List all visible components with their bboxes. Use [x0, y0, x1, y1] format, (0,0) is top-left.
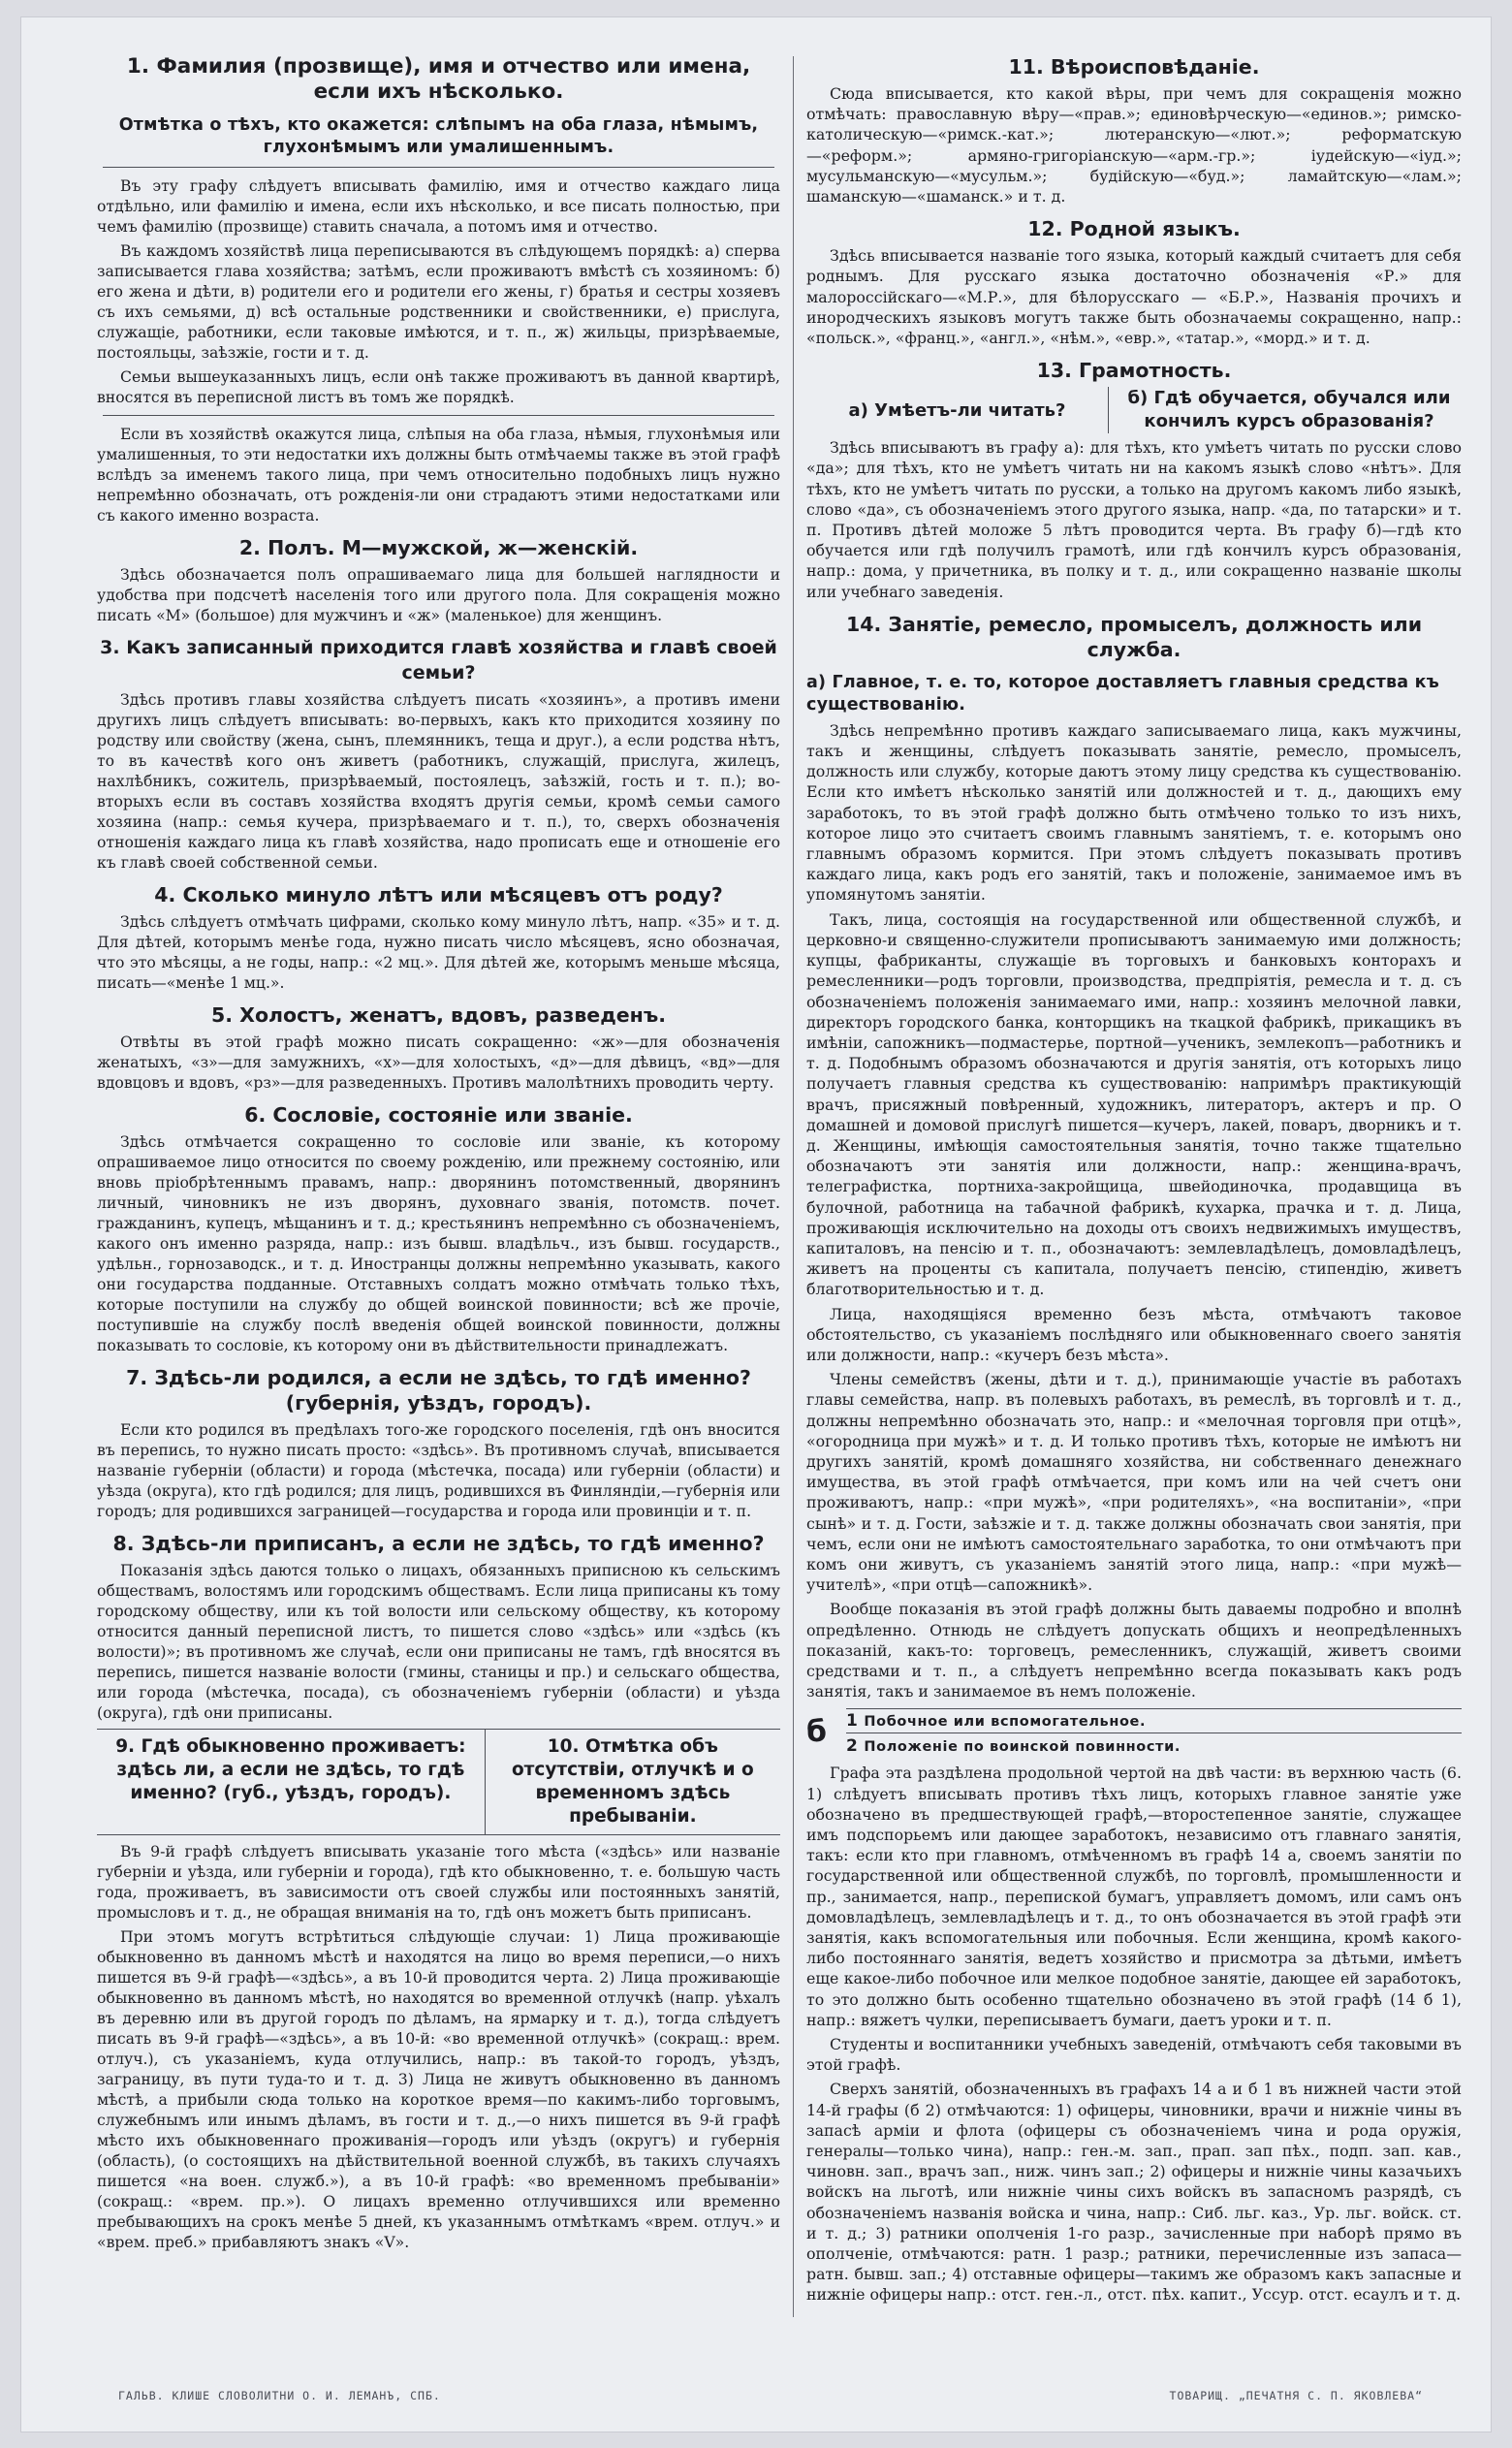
section-1-title: 1. Фамилия (прозвище), имя и отчество или имена, если ихъ нѣсколько.: [126, 54, 751, 104]
printer-footer: [118, 2389, 1423, 2402]
section-14-title: 14. Занятіе, ремесло, промыселъ, должность или служба.: [845, 612, 1423, 661]
sections-9-10-header: [97, 1729, 780, 1835]
section-7-title: 7. Здѣсь-ли родился, а если не здѣсь, то гдѣ именно? (губернія, уѣздъ, городъ).: [126, 1366, 751, 1415]
section-9-paragraph: При этомъ могутъ встрѣтиться слѣдующіе случаи: 1) Лица проживающіе обыкновенно въ данномъ мѣстѣ и находятся на лицо во время переписи,—о нихъ пишется въ 9-й графѣ—«здѣсь», а въ 10-й проводится черта. 2) Лица проживающіе обыкновенно въ данномъ мѣстѣ, но находятся во временной отлучкѣ (напр. уѣхалъ въ деревню или въ другой городъ по дѣламъ, на ярмарку и т. д.), тогда слѣдуетъ писать въ 9-й графѣ—«здѣсь», а въ 10-й: «во временной отлучкѣ» (сокращ.: врем. отлуч.), съ указаніемъ, куда отлучились, напр.: въ такой-то городъ, уѣздъ, заграницу, въ пути туда-то и т. д. 3) Лица не живутъ обыкновенно въ данномъ мѣстѣ, а прибыли сюда только на короткое время—по какимъ-либо торговымъ, служебнымъ или инымъ дѣламъ, въ гости и т. д.,—о нихъ пишется въ 9-й графѣ мѣсто ихъ обыкновеннаго проживанія—городъ или уѣздъ (округъ) и губернія (область), (о состоящихъ на дѣйствительной военной службѣ, въ такихъ случаяхъ пишется «на воен. служб.»), а въ 10-й графѣ: «во временномъ пребываніи» (сокращ.: «врем. пр.»). О лицахъ временно отлучившихся или временно пребывающихъ на срокъ менѣе 5 дней, къ указаннымъ отмѣткамъ «врем. отлуч.» и «врем. преб.» прибавляютъ знакъ «V».: [97, 1927, 780, 2251]
section-14-b-headers: [806, 1705, 1462, 1759]
right-column: [806, 45, 1462, 2315]
section-4-paragraph: Здѣсь слѣдуетъ отмѣчать цифрами, сколько кому минуло лѣтъ, напр. «35» и т. д. Для дѣтей, которымъ менѣе года, нужно писать число мѣсяцевъ, ясно обозначая, что это мѣсяцы, а не годы, напр.: «2 мц.». Для дѣтей же, которымъ меньше мѣсяца, писать—«менѣе 1 мц.».: [97, 912, 780, 992]
section-4-title: 4. Сколько минуло лѣтъ или мѣсяцевъ отъ роду?: [154, 883, 723, 906]
section-1-paragraph: Въ эту графу слѣдуетъ вписывать фамилію, имя и отчество каждаго лица отдѣльно, или фамилію и имена, если ихъ нѣсколько, и все писать полностью, при чемъ фамилію (прозвище) ставить сначала, а потомъ имя и отчество.: [97, 176, 780, 236]
section-6-title: 6. Сословіе, состояніе или званіе.: [244, 1103, 633, 1127]
section-13-b: б) Гдѣ обучается, обучался или кончилъ курсъ образованія?: [1108, 387, 1462, 433]
census-instructions-sheet: [21, 17, 1491, 2432]
section-12-title: 12. Родной языкъ.: [1027, 217, 1241, 241]
section-3-title: 3. Какъ записанный приходится главѣ хозяйства и главѣ своей семьи?: [100, 637, 777, 684]
section-14-b1: 1 Побочное или вспомогательное.: [846, 1708, 1462, 1733]
section-5-title: 5. Холостъ, женатъ, вдовъ, разведенъ.: [210, 1003, 667, 1027]
column-divider: [793, 56, 794, 2317]
footer-right: ТОВАРИЩ. „ПЕЧАТНЯ С. П. ЯКОВЛЕВА“: [1169, 2389, 1423, 2402]
section-1-paragraph: Въ каждомъ хозяйствѣ лица переписываются въ слѣдующемъ порядкѣ: а) сперва записывается глава хозяйства; затѣмъ, если проживаютъ вмѣстѣ съ хозяиномъ: б) его жена и дѣти, в) родители его и родители его жены, г) братья и сестры хозяевъ съ ихъ семьями, д) всѣ остальные родственники и свойственники, е) прислуга, служащіе, работники, если таковые имѣются, и т. п., ж) жильцы, призрѣваемые, постояльцы, заѣзжіе, гости и т. д.: [97, 241, 780, 362]
footer-left: ГАЛЬВ. КЛИШЕ СЛОВОЛИТНИ О. И. ЛЕМАНЪ, СПБ.: [118, 2389, 441, 2402]
section-11-title: 11. Вѣроисповѣданіе.: [1008, 55, 1260, 79]
section-13-paragraph: Здѣсь вписываютъ въ графу а): для тѣхъ, кто умѣетъ читать по русски слово «да»; для тѣхъ, кто не умѣетъ читать ни на какомъ языкѣ слово «нѣтъ». Для тѣхъ, кто не умѣетъ читать по русски, а только на другомъ какомъ либо языкѣ, слово «да», съ обозначеніемъ этого другого языка, напр. «да, по татарски» и т. п. Противъ дѣтей моложе 5 лѣтъ проводится черта. Въ графу б)—гдѣ кто обучается или гдѣ получилъ грамотѣ, или гдѣ кончилъ курсъ образованія, напр.: дома, у причетника, въ полку и т. д., или сокращенно названіе школы или учебнаго заведенія.: [806, 438, 1462, 601]
section-14-paragraph: Студенты и воспитанники учебныхъ заведеній, отмѣчаютъ себя таковыми въ этой графѣ.: [806, 2035, 1462, 2075]
section-3-paragraph: Здѣсь противъ главы хозяйства слѣдуетъ писать «хозяинъ», а противъ имени другихъ лицъ слѣдуетъ вписывать: во-первыхъ, какъ кто приходится хозяину по родству или свойству (жена, сынъ, племянникъ, теща и друг.), а если родства нѣтъ, то въ качествѣ кого онъ живетъ (работникъ, служащій, прислуга, жилецъ, нахлѣбникъ, сожитель, призрѣваемый, постоялецъ, заѣзжій, гость и т. п.); во-вторыхъ если въ составъ хозяйства входятъ другія семьи, кромѣ семьи самого хозяина (напр.: семья кучера, призрѣваемаго и т. п.), то, сверхъ обозначенія отношенія каждаго лица къ главѣ хозяйства, надо прописать еще и отношеніе его къ главѣ своей собственной семьи.: [97, 690, 780, 872]
section-14-paragraph: Графа эта раздѣлена продольной чертой на двѣ части: въ верхнюю часть (6. 1) слѣдуетъ вписывать противъ тѣхъ лицъ, которыхъ главное занятіе уже обозначено въ предшествующей графѣ,—второстепенное занятіе, служащее имъ подспорьемъ или дающее заработокъ, независимо отъ главнаго занятія, такъ: если кто при главномъ, отмѣченномъ въ графѣ 14 а, своемъ занятіи по государственной или общественной службѣ, по торговлѣ, промышленности и пр., занимается, напр., перепиской бумагъ, управляетъ домомъ, или самъ онъ домовладѣлецъ, землевладѣлецъ и т. д., то онъ обозначается въ этой графѣ эти занятія, какъ вспомогательныя или побочныя. Если женщина, кромѣ какого-либо постояннаго занятія, ведетъ хозяйство и присмотра за дѣтьми, имѣетъ еще какое-либо побочное или мелкое подобное занятіе, дающее ей заработокъ, то это должно быть особенно тщательно обозначено въ этой графѣ (14 б 1), напр.: вяжетъ чулки, переписываетъ бумаги, даетъ уроки и т. п.: [806, 1764, 1462, 2029]
section-1-paragraph: Если въ хозяйствѣ окажутся лица, слѣпыя на оба глаза, нѣмыя, глухонѣмыя или умалишенныя, то эти недостатки ихъ должны быть отмѣчаемы также въ этой графѣ вслѣдъ за именемъ такого лица, при чемъ относительно подобныхъ лицъ нужно непремѣнно обозначать, отъ рожденія-ли они страдаютъ этими недостатками или съ какого именно возраста.: [97, 425, 780, 525]
section-14-paragraph: Сверхъ занятій, обозначенныхъ въ графахъ 14 а и б 1 въ нижней части этой 14-й графы (б 2) отмѣчаются: 1) офицеры, чиновники, врачи и нижніе чины въ запасѣ арміи и флота (офицеры съ обозначеніемъ чина и рода оружія, генералы—только чина), напр.: ген.-м. зап., прап. зап пѣх., подп. зап. кав., чиновн. зап., врачъ зап., ниж. чинъ зап.; 2) офицеры и нижніе чины казачьихъ войскъ на льготѣ, или нижніе чины сихъ войскъ въ запасномъ разрядѣ, съ обозначеніемъ названія войска и чина, напр.: Сиб. льг. каз., Ур. льг. войск. ст. и т. д.; 3) ратники ополченія 1-го разр., зачисленные при наборѣ прямо въ ополченіе, отмѣчаются: ратн. 1 разр.; ратники, перечисленные изъ запаса—ратн. бывш. зап.; 4) отставные офицеры—такимъ же образомъ какъ запасные и нижніе офицеры напр.: отст. ген.-л., отст. пѣх. капит., Уссур. отст. есаулъ и т. д.: [806, 2080, 1462, 2305]
section-14-b-letter: б: [806, 1715, 827, 1750]
section-12-paragraph: Здѣсь вписывается названіе того языка, который каждый считаетъ для себя роднымъ. Для русскаго языка достаточно обозначенія «Р.» для малороссійскаго—«М.Р.», для бѣлорусскаго — «Б.Р.», Названія прочихъ и инородческихъ языковъ могутъ также быть обозначаемы сокращенно, напр.: «польск.», «франц.», «англ.», «нѣм.», «евр.», «татар.», «морд.» и т. д.: [806, 246, 1462, 348]
section-14-b2: 2 Положеніе по воинской повинности.: [845, 1736, 1181, 1757]
section-14-paragraph: Лица, находящіяся временно безъ мѣста, отмѣчаютъ таковое обстоятельство, съ указаніемъ послѣдняго или обыкновеннаго своего занятія или должности, напр.: «кучеръ безъ мѣста».: [806, 1304, 1462, 1364]
left-column: [97, 45, 780, 2315]
section-14-subtitle: а) Главное, т. е. то, которое доставляетъ главныя средства къ существованію.: [806, 672, 1440, 715]
rule: [103, 167, 774, 168]
section-14-paragraph: Члены семействъ (жены, дѣти и т. д.), принимающіе участіе въ работахъ главы семейства, напр. въ полевыхъ работахъ, въ ремеслѣ, въ торговлѣ и т. д., должны непремѣнно обозначать это, напр.: и «мелочная торговля при отцѣ», «огородница при мужѣ» и т. д. И только противъ тѣхъ, которые не имѣютъ ни другихъ занятій, кромѣ домашняго хозяйства, ни собственнаго денежнаго имущества, въ этой графѣ отмѣчается, при комъ или на чей счетъ они проживаютъ, напр.: «при мужѣ», «при родителяхъ», «на воспитаніи», «при сынѣ» и т. д. Гости, заѣзжіе и т. д. также должны обозначать свои занятія, при чемъ, если они не имѣютъ самостоятельнаго заработка, то они отмѣчаютъ при комъ они живутъ, съ указаніемъ занятій этого лица, напр.: «при мужѣ—учителѣ», «при отцѣ—сапожникѣ».: [806, 1370, 1462, 1595]
section-9-title: 9. Гдѣ обыкновенно проживаетъ: здѣсь ли, а если не здѣсь, то гдѣ именно? (губ., уѣздъ, городъ).: [115, 1736, 466, 1803]
section-1-paragraph: Семьи вышеуказанныхъ лицъ, если онѣ также проживаютъ въ данной квартирѣ, вносятся въ переписной листъ въ томъ же порядкѣ.: [97, 367, 780, 406]
section-2-paragraph: Здѣсь обозначается полъ опрашиваемаго лица для большей наглядности и удобства при подсчетѣ населенія того или другого пола. Для сокращенія можно писать «М» (большое) для мужчинъ и «ж» (маленькое) для женщинъ.: [97, 565, 780, 624]
section-13-subheaders: [806, 387, 1462, 433]
section-13-title: 13. Грамотность.: [1036, 359, 1232, 383]
section-2-title: 2. Полъ. М—мужской, ж—женскій.: [238, 536, 639, 559]
section-9-paragraph: Въ 9-й графѣ слѣдуетъ вписывать указаніе того мѣста («здѣсь» или названіе губерніи и уѣзда, или губерніи и города), гдѣ кто обыкновенно, т. е. большую часть года, проживаетъ, въ зависимости отъ своей службы или постоянныхъ занятій, промысловъ и т. д., не обращая вниманія на то, гдѣ онъ можетъ быть приписанъ.: [97, 1842, 780, 1922]
section-11-paragraph: Сюда вписывается, кто какой вѣры, при чемъ для сокращенія можно отмѣчать: православную вѣру—«прав.»; единовѣрческую—«единов.»; римско-католическую—«римск.-кат.»; лютеранскую—«лют.»; реформатскую—«реформ.»; армяно-григоріанскую—«арм.-гр.»; іудейскую—«іуд.»; мусульманскую—«мусульм.»; будійскую—«буд.»; ламайтскую—«лам.»; шаманскую—«шаманск.» и т. д.: [806, 84, 1462, 207]
section-14-paragraph: Вообще показанія въ этой графѣ должны быть даваемы подробно и вполнѣ опредѣленно. Отнюдь не слѣдуетъ допускать общихъ и неопредѣленныхъ показаній, какъ-то: торговецъ, ремесленникъ, служащій, живетъ своими средствами и т. п., а слѣдуетъ непремѣнно всегда показывать какъ родъ занятія, такъ и занимаемое въ немъ положеніе.: [806, 1600, 1462, 1701]
section-10-title: 10. Отмѣтка объ отсутствіи, отлучкѣ и о временномъ здѣсь пребываніи.: [511, 1736, 754, 1827]
rule: [103, 415, 774, 416]
section-1-subtitle: Отмѣтка о тѣхъ, кто окажется: слѣпымъ на оба глаза, нѣмымъ, глухонѣмымъ или умалишеннымъ.: [118, 115, 759, 157]
section-8-title: 8. Здѣсь-ли приписанъ, а если не здѣсь, то гдѣ именно?: [112, 1532, 765, 1555]
section-6-paragraph: Здѣсь отмѣчается сокращенно то сословіе или званіе, къ которому опрашиваемое лицо относится по своему рожденію, или прежнему состоянію, или вновь пріобрѣтеннымъ правамъ, напр.: дворянинъ потомственный, дворянинъ личный, чиновникъ не изъ дворянъ, духовнаго званія, потомств. почет. гражданинъ, купецъ, мѣщанинъ и т. д.; крестьянинъ непремѣнно съ обозначеніемъ, какого онъ именно разряда, напр.: изъ бывш. владѣльч., изъ бывш. государств., удѣльн., горнозаводск., и т. д. Иностранцы должны непремѣнно указывать, какого они государства подданные. Отставныхъ солдатъ можно отмѣчать только тѣхъ, которые поступили на службу до общей воинской повинности; всѣ же прочіе, поступившіе на службу послѣ введенія общей воинской повинности, должны показывать то сословіе, къ которому они въ дѣйствительности принадлежатъ.: [97, 1132, 780, 1354]
section-7-paragraph: Если кто родился въ предѣлахъ того-же городского поселенія, гдѣ онъ вносится въ перепись, то нужно писать просто: «здѣсь». Въ противномъ случаѣ, вписывается названіе губерніи (области) и города (мѣстечка, посада) или губерніи (области) и уѣзда (округа), кто гдѣ родился; для лицъ, родившихся въ Финляндіи,—губернія или городъ; для родившихся заграницей—государства и города или провинціи и т. п.: [97, 1420, 780, 1520]
section-5-paragraph: Отвѣты въ этой графѣ можно писать сокращенно: «ж»—для обозначенія женатыхъ, «з»—для замужнихъ, «х»—для холостыхъ, «д»—для дѣвицъ, «вд»—для вдовцовъ и вдовъ, «рз»—для разведенныхъ. Противъ малолѣтнихъ проводить черту.: [97, 1033, 780, 1092]
section-13-a: а) Умѣетъ-ли читать?: [848, 399, 1066, 421]
section-14-paragraph: Здѣсь непремѣнно противъ каждаго записываемаго лица, какъ мужчины, такъ и женщины, слѣдуетъ показывать занятіе, ремесло, промыселъ, должность или службу, которые даютъ этому лицу средства къ существованію. Если кто имѣетъ нѣсколько занятій или должностей и т. д., дающихъ ему заработокъ, то въ этой графѣ должно быть отмѣчено только то изъ нихъ, которое лицо это считаетъ своимъ главнымъ занятіемъ, т. е. которымъ оно главнымъ образомъ кормится. При этомъ слѣдуетъ показывать противъ каждаго лица, какъ родъ его занятій, такъ и положеніе, занимаемое имъ въ упомянутомъ занятіи.: [806, 720, 1462, 905]
section-8-paragraph: Показанія здѣсь даются только о лицахъ, обязанныхъ приписною къ сельскимъ обществамъ, волостямъ или городскимъ обществамъ. Если лица приписаны къ тому городскому обществу, или къ той волости или сельскому обществу, къ которому относится данный переписной листъ, то пишется слово «здѣсь» или «здѣсь (къ волости)»; въ противномъ же случаѣ, если они приписаны не тамъ, гдѣ вносятся въ перепись, пишется названіе волости (гмины, станицы и пр.) и сельскаго общества, или города (мѣстечка, посада), съ обозначеніемъ губерніи (области) и уѣзда (округа), гдѣ они приписаны.: [97, 1561, 780, 1722]
section-14-paragraph: Такъ, лица, состоящія на государственной или общественной службѣ, и церковно-и священно-служители прописываютъ занимаемую ими должность; купцы, фабриканты, служащіе въ торговыхъ и банковыхъ конторахъ и ремесленники—родъ торговли, производства, предпріятія, ремесла и т. д. съ обозначеніемъ положенія занимаемаго ими, напр.: хозяинъ мелочной лавки, директоръ городского банка, конторщикъ на ткацкой фабрикѣ, прикащикъ въ имѣніи, сапожникъ—подмастерье, портной—ученикъ, землекопъ—работникъ и т. д. Подобнымъ образомъ обозначаются и другія занятія, отъ которыхъ лицо получаетъ главныя средства къ существованію: напримѣръ практикующій врачъ, присяжный повѣренный, художникъ, литераторъ, актеръ и пр. О домашней и домовой прислугѣ пишется—кучеръ, лакей, поваръ, дворникъ и т. д. Женщины, имѣющія самостоятельныя занятія, точно также тщательно обозначаютъ эти занятія или должности, напр.: женщина-врачъ, телеграфистка, портниха-закройщица, швейодиночка, продавщица въ булочной, работница на табачной фабрикѣ, кухарка, прачка и т. д. Лица, проживающія исключительно на доходы отъ своихъ недвижимыхъ имуществъ, капиталовъ, на пенсію и т. п., обозначаютъ: землевладѣлецъ, домовладѣлецъ, живетъ на проценты съ капитала, получаетъ пенсію, стипендію, живетъ благотворительностью и т. д.: [806, 909, 1462, 1299]
